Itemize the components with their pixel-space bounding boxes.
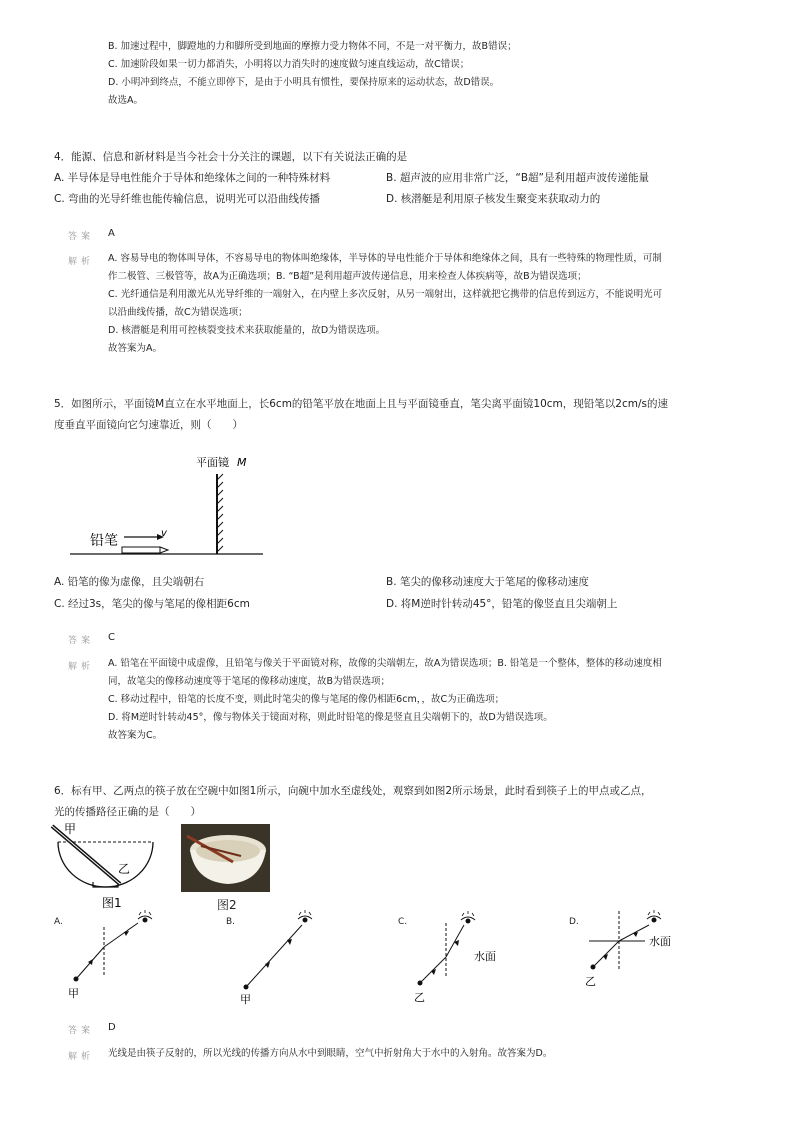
q5-answer-tag: 答案 bbox=[68, 636, 95, 646]
q6-answer-tag: 答案 bbox=[68, 1026, 95, 1036]
q6-stem-line: 光的传播路径正确的是（ ） bbox=[54, 806, 201, 818]
q6-answer: D bbox=[108, 1022, 116, 1033]
q4-option-c: C. 弯曲的光导纤维也能传输信息，说明光可以沿曲线传播 bbox=[54, 193, 321, 205]
q6-analysis-tag: 解析 bbox=[68, 1052, 95, 1062]
q4-analysis-line: C. 光纤通信是利用激光从光导纤维的一端射入，在内壁上多次反射，从另一端射出，这样就把它携带的信息传到远方，不能说明光可 bbox=[108, 289, 663, 300]
eye-icon bbox=[298, 910, 312, 923]
q5-option-a: A. 铅笔的像为虚像，且尖端朝右 bbox=[54, 576, 205, 588]
q5-option-d: D. 将M逆时针转动45°，铅笔的像竖直且尖端朝上 bbox=[386, 598, 618, 610]
mirror-pencil-figure bbox=[60, 450, 270, 560]
q5-analysis-tag: 解析 bbox=[68, 662, 95, 672]
option-c-water-label: 水面 bbox=[474, 950, 496, 963]
q6-option-c-diagram bbox=[404, 905, 514, 1005]
pencil-tip bbox=[160, 547, 168, 553]
photo-drawing bbox=[181, 824, 270, 892]
q6-option-c-letter: C. bbox=[398, 917, 408, 927]
q5-analysis-line: 故答案为C。 bbox=[108, 730, 163, 741]
option-c-point: 乙 bbox=[414, 991, 425, 1004]
q4-analysis-line: 作二极管、三极管等，故A为正确选项；B. “B超”是利用超声波传递信息，用来检查人体疾病等，故B为错误选项； bbox=[108, 271, 587, 282]
q4-answer: A bbox=[108, 228, 115, 239]
chopstick-highlight bbox=[52, 826, 120, 884]
q6-stem-line: 6．标有甲、乙两点的筷子放在空碗中如图1所示，向碗中加水至虚线处，观察到如图2所示场景，此时看到筷子上的甲点或乙点， bbox=[54, 785, 652, 797]
q6-option-a-letter: A. bbox=[54, 917, 63, 927]
q5-analysis-line: D. 将M逆时针转动45°，像与物体关于镜面对称，则此时铅笔的像是竖直且尖端朝下的，故D为错误选项。 bbox=[108, 712, 553, 723]
option-d-water-label: 水面 bbox=[649, 935, 671, 948]
q4-answer-tag: 答案 bbox=[68, 232, 95, 242]
q4-analysis-line: D. 核潜艇是利用可控核裂变技术来获取能量的，故D为错误选项。 bbox=[108, 325, 386, 336]
q5-option-c: C. 经过3s，笔尖的像与笔尾的像相距6cm bbox=[54, 598, 250, 610]
q4-analysis-line: 以沿曲线传播，故C为错误选项； bbox=[108, 307, 248, 318]
bowl-outline bbox=[58, 842, 153, 887]
q4-option-d: D. 核潜艇是利用原子核发生聚变来获取动力的 bbox=[386, 193, 601, 205]
q5-analysis-line: 同，故笔尖的像移动速度等于笔尾的像移动速度，故B为错误选项； bbox=[108, 676, 391, 687]
velocity-label: v bbox=[161, 528, 167, 539]
q4-analysis-line: A. 容易导电的物体叫导体，不容易导电的物体叫绝缘体，半导体的导电性能介于导体和绝缘体之间，具有一些特殊的物理性质，可制 bbox=[108, 253, 662, 264]
figure-1-bowl bbox=[50, 820, 165, 912]
pencil-body bbox=[122, 547, 160, 553]
fig1-caption: 图1 bbox=[102, 896, 122, 910]
q4-stem: 4．能源、信息和新材料是当今社会十分关注的课题，以下有关说法正确的是 bbox=[54, 151, 408, 163]
q5-stem-line: 度垂直平面镜向它匀速靠近，则（ ） bbox=[54, 419, 243, 431]
fig1-point-b: 乙 bbox=[118, 862, 131, 876]
eye-icon bbox=[461, 911, 475, 924]
figure-2-photo bbox=[181, 824, 270, 892]
q5-analysis-line: C. 移动过程中，铅笔的长度不变，则此时笔尖的像与笔尾的像仍相距6cm，，故C为正确选项； bbox=[108, 694, 505, 705]
eye-icon bbox=[647, 910, 661, 923]
mirror-label: 平面镜 bbox=[196, 456, 229, 469]
q6-analysis-line: 光线是由筷子反射的，所以光线的传播方向从水中到眼睛，空气中折射角大于水中的入射角。故答案为D。 bbox=[108, 1048, 553, 1059]
prev-line-b: B. 加速过程中，脚蹬地的力和脚所受到地面的摩擦力受力物体不同，不是一对平衡力，故B错误； bbox=[108, 41, 517, 52]
q4-analysis-line: 故答案为A。 bbox=[108, 343, 162, 354]
mirror-letter: M bbox=[237, 456, 247, 469]
q4-option-a: A. 半导体是导电性能介于导体和绝缘体之间的一种特殊材料 bbox=[54, 172, 331, 184]
q6-option-b-diagram bbox=[232, 905, 337, 1005]
q4-option-b: B. 超声波的应用非常广泛，“B超”是利用超声波传递能量 bbox=[386, 172, 649, 184]
pencil-label: 铅笔 bbox=[90, 533, 118, 549]
q4-analysis-tag: 解析 bbox=[68, 257, 95, 267]
prev-line-d: D. 小明冲到终点，不能立即停下，是由于小明具有惯性，要保持原来的运动状态，故D错误。 bbox=[108, 77, 500, 88]
option-d-point: 乙 bbox=[585, 975, 596, 988]
q6-option-a-diagram bbox=[60, 905, 165, 1005]
eye-icon bbox=[138, 910, 152, 923]
option-b-point: 甲 bbox=[240, 993, 251, 1005]
q5-stem-line: 5．如图所示，平面镜M直立在水平地面上，长6cm的铅笔平放在地面上且与平面镜垂直，笔尖离平面镜10cm，现铅笔以2cm/s的速 bbox=[54, 398, 668, 410]
q6-option-b-letter: B. bbox=[226, 917, 236, 927]
prev-line-c: C. 加速阶段如果一切力都消失，小明将以力消失时的速度做匀速直线运动，故C错误； bbox=[108, 59, 470, 70]
fig2-caption: 图2 bbox=[217, 898, 237, 912]
option-a-point: 甲 bbox=[68, 987, 79, 1000]
q5-analysis-line: A. 铅笔在平面镜中成虚像，且铅笔与像关于平面镜对称，故像的尖端朝左，故A为错误选项；B. 铅笔是一个整体，整体的移动速度相 bbox=[108, 658, 662, 669]
fig1-point-a: 甲 bbox=[64, 822, 77, 836]
q6-option-d-letter: D. bbox=[569, 917, 579, 927]
prev-conclusion: 故选A。 bbox=[108, 95, 143, 106]
q6-option-d-diagram bbox=[575, 905, 690, 1005]
q5-answer: C bbox=[108, 632, 115, 643]
q5-option-b: B. 笔尖的像移动速度大于笔尾的像移动速度 bbox=[386, 576, 589, 588]
